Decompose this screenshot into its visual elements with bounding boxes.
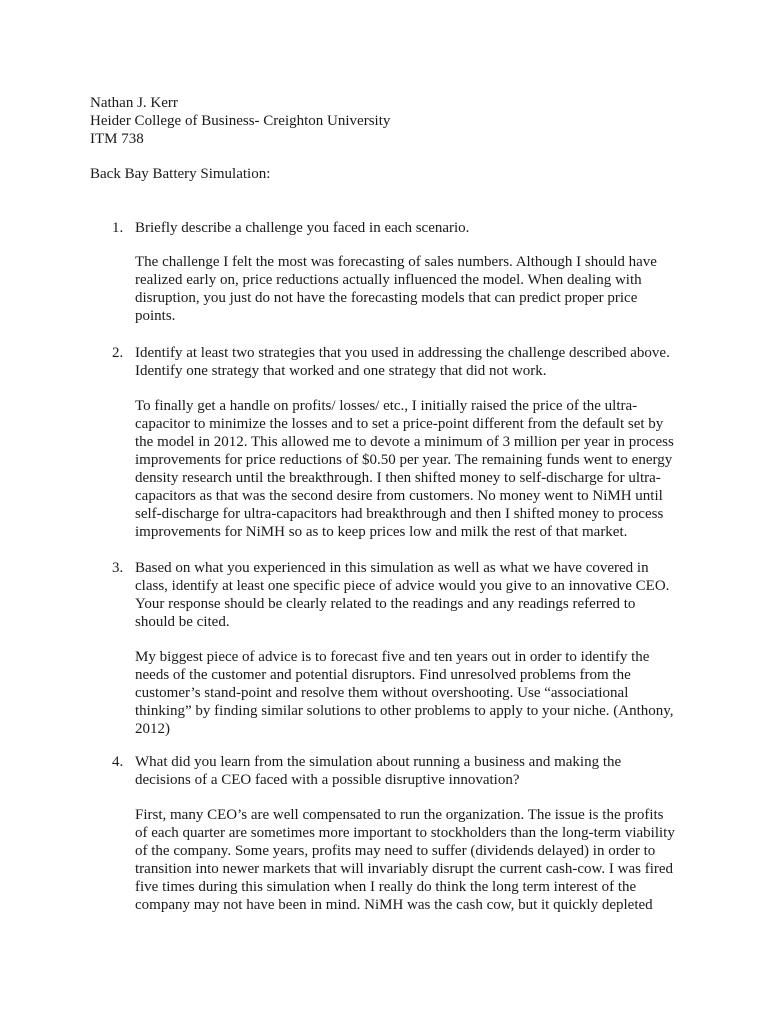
question-number: 4.	[112, 754, 124, 770]
question-2	[90, 344, 690, 380]
question-line: Identify one strategy that worked and one strategy that did not work.	[135, 363, 547, 379]
answer-line: needs of the customer and potential disruptors. Find unresolved problems from the	[135, 667, 631, 683]
answer-line: My biggest piece of advice is to forecast five and ten years out in order to identify the	[135, 649, 650, 665]
question-line: Briefly describe a challenge you faced in each scenario.	[135, 220, 470, 236]
question-line: Based on what you experienced in this simulation as well as what we have covered in	[135, 560, 649, 576]
question-text	[135, 753, 675, 789]
answer-line: capacitor to minimize the losses and to set a price-point different from the default set by	[135, 416, 664, 432]
answer-line: company may not have been in mind. NiMH was the cash cow, but it quickly depleted	[135, 897, 653, 913]
answer-line: capacitors as that was the second desire from customers. No money went to NiMH until	[135, 488, 663, 504]
answer-line: of the company. Some years, profits may need to suffer (dividends delayed) in order to	[135, 843, 656, 859]
answer-line: transition into newer markets that will invariably disrupt the current cash-cow. I was fired	[135, 861, 674, 877]
question-text	[135, 344, 675, 380]
question-line: Identify at least two strategies that you used in addressing the challenge described above.	[135, 345, 670, 361]
answer-line: realized early on, price reductions actually influenced the model. When dealing with	[135, 272, 642, 288]
question-1	[90, 219, 690, 237]
answer-1	[135, 253, 675, 325]
question-line: should be cited.	[135, 614, 230, 630]
answer-line: thinking” by finding similar solutions to other problems to apply to your niche. (Anthony,	[135, 703, 674, 719]
answer-line: To finally get a handle on profits/ losses/ etc., I initially raised the price of the ultra-	[135, 398, 638, 414]
question-line: What did you learn from the simulation about running a business and making the	[135, 754, 622, 770]
question-line: decisions of a CEO faced with a possible disruptive innovation?	[135, 772, 520, 788]
answer-line: the model in 2012. This allowed me to devote a minimum of 3 million per year in process	[135, 434, 674, 450]
question-3	[90, 559, 690, 631]
answer-2	[135, 397, 675, 541]
answer-line: First, many CEO’s are well compensated to run the organization. The issue is the profits	[135, 807, 664, 823]
question-text	[135, 559, 675, 631]
school-name: Heider College of Business- Creighton University	[90, 113, 391, 129]
answer-line: The challenge I felt the most was forecasting of sales numbers. Although I should have	[135, 254, 657, 270]
answer-line: density research until the breakthrough. I then shifted money to self-discharge for ultra-	[135, 470, 661, 486]
answer-3	[135, 648, 675, 738]
answer-line: customer’s stand-point and resolve them without overshooting. Use “associational	[135, 685, 629, 701]
author-name: Nathan J. Kerr	[90, 95, 178, 111]
answer-line: improvements for NiMH so as to keep prices low and milk the rest of that market.	[135, 524, 628, 540]
answer-line: improvements for price reductions of $0.50 per year. The remaining funds went to energy	[135, 452, 673, 468]
answer-4	[135, 806, 675, 914]
author-header	[90, 94, 690, 148]
answer-line: five times during this simulation when I really do think the long term interest of the	[135, 879, 637, 895]
answer-line: points.	[135, 308, 176, 324]
question-number: 2.	[112, 345, 124, 361]
answer-line: of each quarter are sometimes more important to stockholders than the long-term viability	[135, 825, 675, 841]
question-line: class, identify at least one specific piece of advice would you give to an innovative CEO.	[135, 578, 670, 594]
question-number: 1.	[112, 220, 124, 236]
question-line: Your response should be clearly related to the readings and any readings referred to	[135, 596, 636, 612]
document-title: Back Bay Battery Simulation:	[90, 166, 271, 182]
question-4	[90, 753, 690, 789]
answer-line: disruption, you just do not have the forecasting models that can predict proper price	[135, 290, 638, 306]
answer-line: self-discharge for ultra-capacitors had breakthrough and then I shifted money to process	[135, 506, 664, 522]
course-code: ITM 738	[90, 131, 144, 147]
answer-line: 2012)	[135, 721, 170, 737]
question-text	[135, 219, 675, 237]
question-number: 3.	[112, 560, 124, 576]
